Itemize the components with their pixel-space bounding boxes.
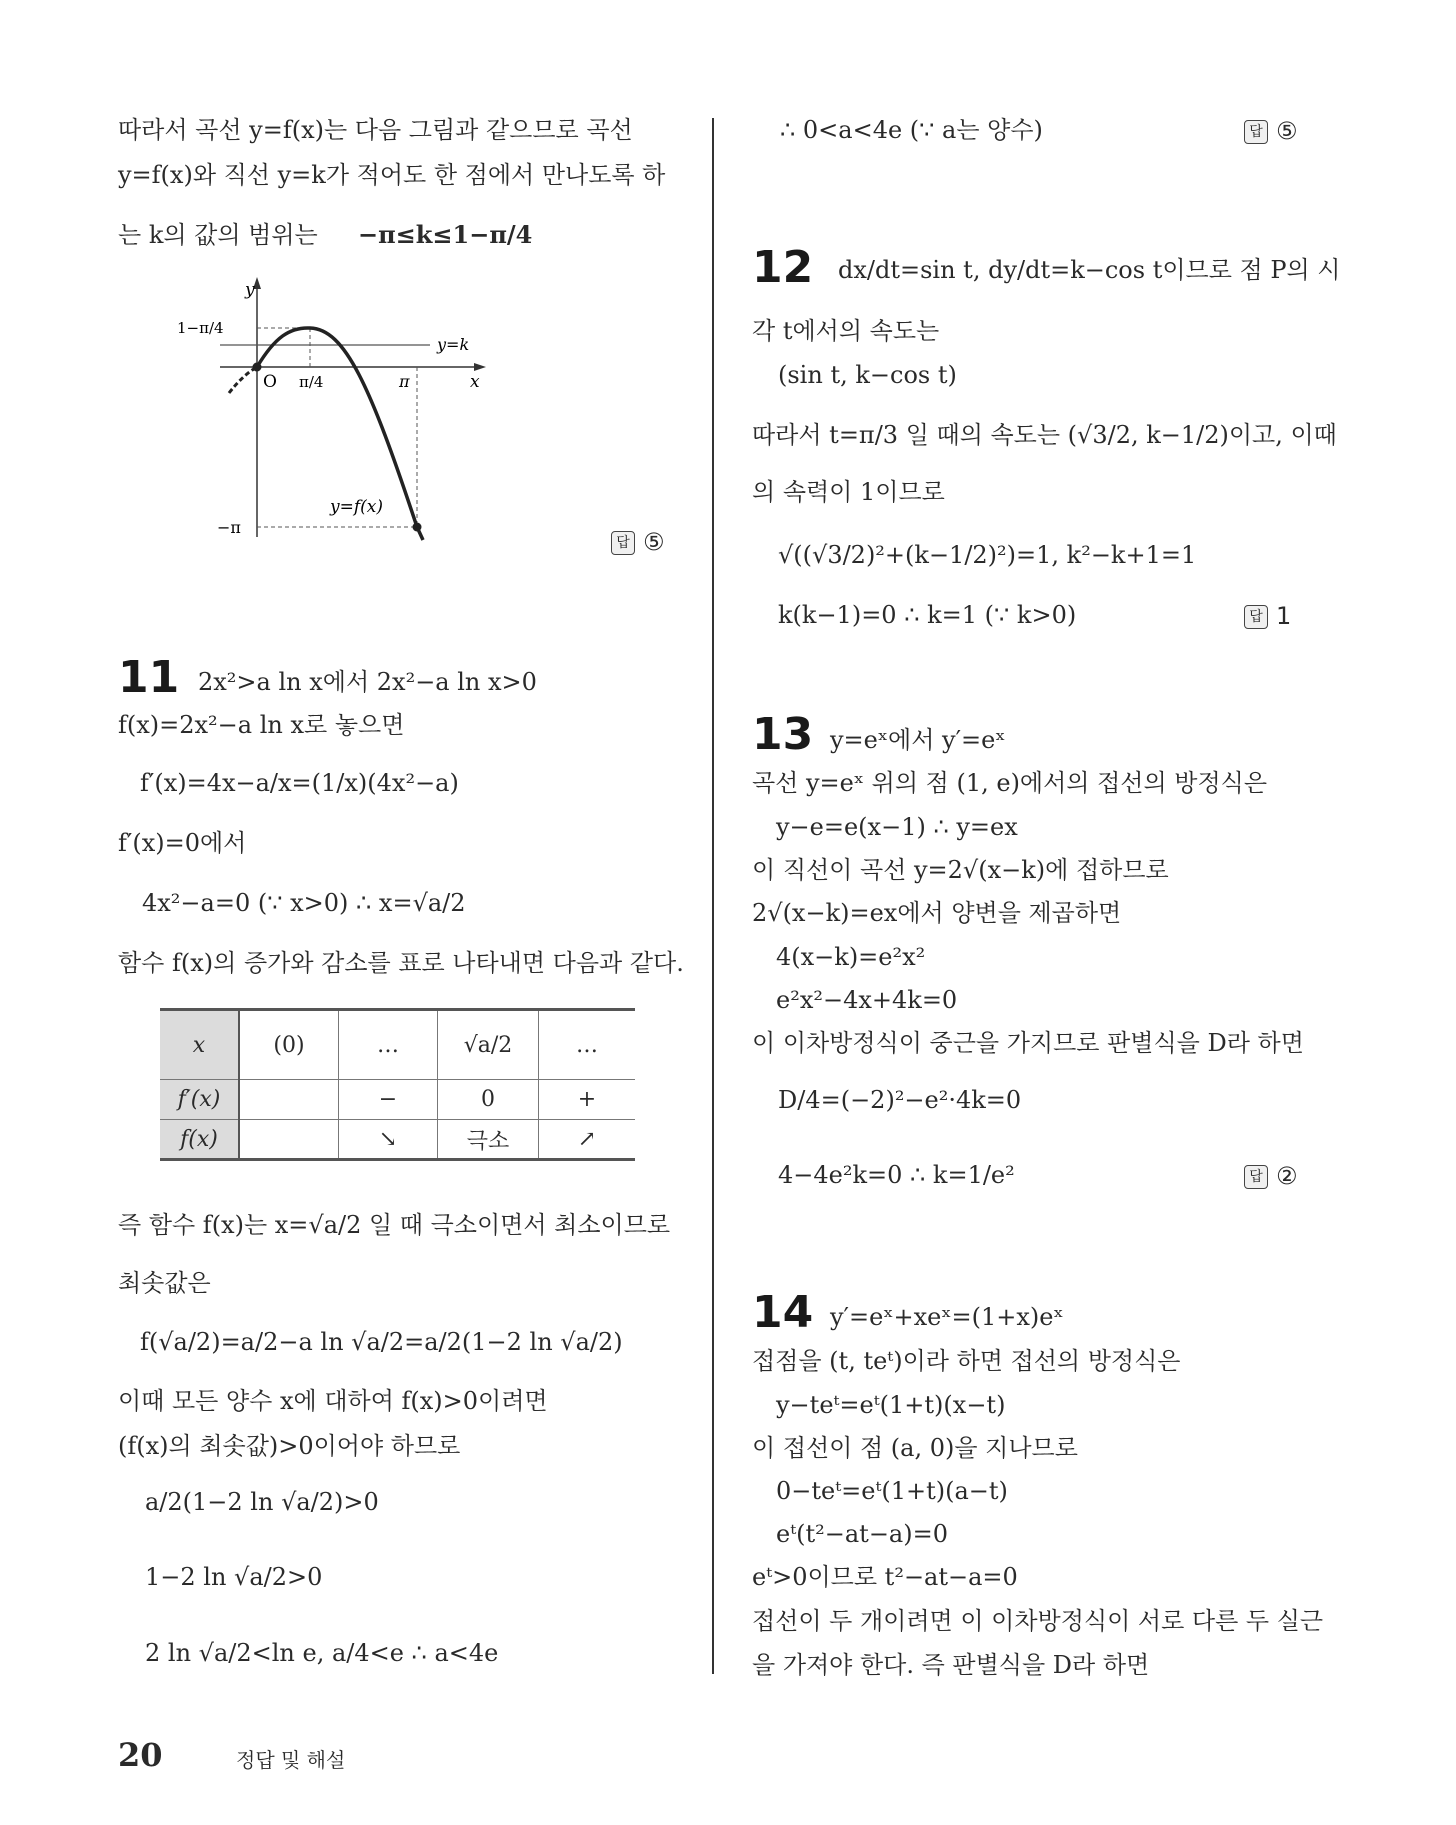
pi-label: π — [399, 372, 410, 391]
p11-after-7: 1−2 ln √a/2>0 — [145, 1563, 323, 1591]
table-row1-c3: 0 — [438, 1080, 539, 1120]
right-top-line: ∴ 0<a<4e (∵ a는 양수) — [780, 116, 1043, 144]
answer-12: 답 1 — [1244, 602, 1291, 630]
answer-marker-icon: 답 — [611, 531, 635, 555]
x-axis-arrow — [474, 363, 486, 371]
p11-after-6: a/2(1−2 ln √a/2)>0 — [145, 1488, 379, 1516]
p11-line-4: f′(x)=0에서 — [118, 829, 247, 857]
p14-line-3: y−teᵗ=eᵗ(1+t)(x−t) — [776, 1391, 1006, 1419]
p11-after-3: f(√a/2)=a/2−a ln √a/2=a/2(1−2 ln √a/2) — [140, 1328, 623, 1356]
function-graph — [177, 275, 495, 550]
p13-line-9: D/4=(−2)²−e²·4k=0 — [778, 1086, 1022, 1114]
range-answer: −π≤k≤1−π/4 — [358, 220, 533, 249]
p14-line-8: 접선이 두 개이려면 이 이차방정식이 서로 다른 두 실근 — [752, 1607, 1324, 1635]
p11-after-4: 이때 모든 양수 x에 대하여 f(x)>0이려면 — [118, 1387, 548, 1415]
p14-line-7: eᵗ>0이므로 t²−at−a=0 — [752, 1563, 1018, 1591]
p12-line-1: dx/dt=sin t, dy/dt=k−cos t이므로 점 P의 시 — [838, 256, 1341, 284]
table-row2-label: f(x) — [160, 1120, 239, 1160]
problem-12-number: 12 — [752, 242, 814, 293]
table-row2-c3: 극소 — [438, 1120, 539, 1160]
table-row2-c4: ↗ — [539, 1120, 636, 1160]
origin-label: O — [263, 372, 277, 392]
page-number: 20 — [118, 1736, 163, 1774]
p13-line-1: y=eˣ에서 y′=eˣ — [830, 726, 1006, 754]
p11-after-5: (f(x)의 최솟값)>0이어야 하므로 — [118, 1432, 461, 1460]
p12-line-7: k(k−1)=0 ∴ k=1 (∵ k>0) — [778, 601, 1077, 629]
table-row1-c4: + — [539, 1080, 636, 1120]
answer-marker-icon: 답 — [1244, 605, 1268, 629]
problem-13-number: 13 — [752, 709, 814, 760]
problem-14-number: 14 — [752, 1287, 814, 1338]
origin-dot — [253, 363, 262, 372]
table-row1-c1 — [239, 1080, 339, 1120]
y-axis-label: y — [245, 280, 255, 300]
p14-line-2: 접점을 (t, teᵗ)이라 하면 접선의 방정식은 — [752, 1347, 1181, 1375]
answer-marker-icon: 답 — [1244, 1165, 1268, 1189]
table-row1-label: f′(x) — [160, 1080, 239, 1120]
p11-after-2: 최솟값은 — [118, 1269, 211, 1297]
answer-13: 답 ② — [1244, 1162, 1298, 1190]
p14-line-4: 이 접선이 점 (a, 0)을 지나므로 — [752, 1434, 1078, 1462]
x-axis-label: x — [470, 372, 480, 392]
table-row1-c2: − — [339, 1080, 438, 1120]
curve-dashed — [229, 367, 257, 393]
table-head-x: x — [160, 1010, 239, 1080]
answer-marker-icon: 답 — [1244, 120, 1268, 144]
p13-line-10: 4−4e²k=0 ∴ k=1/e² — [778, 1161, 1015, 1189]
answer-11: 답 ⑤ — [1244, 117, 1298, 145]
p11-line-5: 4x²−a=0 (∵ x>0) ∴ x=√a/2 — [142, 889, 466, 917]
p12-line-5: 의 속력이 1이므로 — [752, 478, 945, 506]
table-head-dots-1: … — [339, 1010, 438, 1080]
p13-line-3: y−e=e(x−1) ∴ y=ex — [776, 813, 1018, 841]
footer-title: 정답 및 해설 — [236, 1748, 346, 1772]
p13-line-5: 2√(x−k)=ex에서 양변을 제곱하면 — [752, 899, 1122, 927]
p12-line-2: 각 t에서의 속도는 — [752, 317, 940, 345]
p12-line-4: 따라서 t=π/3 일 때의 속도는 (√3/2, k−1/2)이고, 이때 — [752, 421, 1337, 449]
pi4-label: π/4 — [299, 373, 324, 391]
p11-line-3: f′(x)=4x−a/x=(1/x)(4x²−a) — [140, 769, 459, 797]
table-head-critical: √a/2 — [438, 1010, 539, 1080]
p13-line-6: 4(x−k)=e²x² — [776, 943, 926, 971]
p13-line-2: 곡선 y=eˣ 위의 점 (1, e)에서의 접선의 방정식은 — [752, 769, 1268, 797]
table-head-dots-2: … — [539, 1010, 636, 1080]
end-dot — [413, 523, 422, 532]
answer-10: 답 ⑤ — [611, 528, 665, 556]
p14-line-5: 0−teᵗ=eᵗ(1+t)(a−t) — [776, 1477, 1008, 1505]
p11-after-1: 즉 함수 f(x)는 x=√a/2 일 때 극소이면서 최소이므로 — [118, 1211, 671, 1239]
intro-line-2: y=f(x)와 직선 y=k가 적어도 한 점에서 만나도록 하 — [118, 161, 666, 189]
p11-after-8: 2 ln √a/2<ln e, a/4<e ∴ a<4e — [145, 1639, 499, 1667]
p11-line-2: f(x)=2x²−a ln x로 놓으면 — [118, 711, 405, 739]
top-value-label: 1−π/4 — [177, 319, 224, 337]
line-label: y=k — [437, 335, 470, 354]
p11-line-1: 2x²>a ln x에서 2x²−a ln x>0 — [198, 668, 537, 696]
p13-line-7: e²x²−4x+4k=0 — [776, 986, 958, 1014]
p14-line-6: eᵗ(t²−at−a)=0 — [776, 1520, 948, 1548]
p13-line-4: 이 직선이 곡선 y=2√(x−k)에 접하므로 — [752, 856, 1169, 884]
p13-line-8: 이 이차방정식이 중근을 가지므로 판별식을 D라 하면 — [752, 1029, 1304, 1057]
neg-pi-label: −π — [217, 518, 241, 537]
table-head-0: (0) — [239, 1010, 339, 1080]
p14-line-9: 을 가져야 한다. 즉 판별식을 D라 하면 — [752, 1651, 1150, 1679]
problem-11-number: 11 — [118, 652, 180, 703]
curve-label: y=f(x) — [330, 497, 383, 517]
intro-line-3: 는 k의 값의 범위는 — [118, 221, 318, 249]
increase-decrease-table — [160, 1008, 635, 1161]
p14-line-1: y′=eˣ+xeˣ=(1+x)eˣ — [830, 1303, 1064, 1331]
p11-line-6: 함수 f(x)의 증가와 감소를 표로 나타내면 다음과 같다. — [118, 949, 684, 977]
column-divider — [712, 118, 714, 1674]
intro-line-1: 따라서 곡선 y=f(x)는 다음 그림과 같으므로 곡선 — [118, 116, 633, 144]
p12-line-6: √((√3/2)²+(k−1/2)²)=1, k²−k+1=1 — [778, 541, 1197, 569]
p12-line-3: (sin t, k−cos t) — [778, 361, 957, 389]
table-row2-c1 — [239, 1120, 339, 1160]
table-row2-c2: ↘ — [339, 1120, 438, 1160]
